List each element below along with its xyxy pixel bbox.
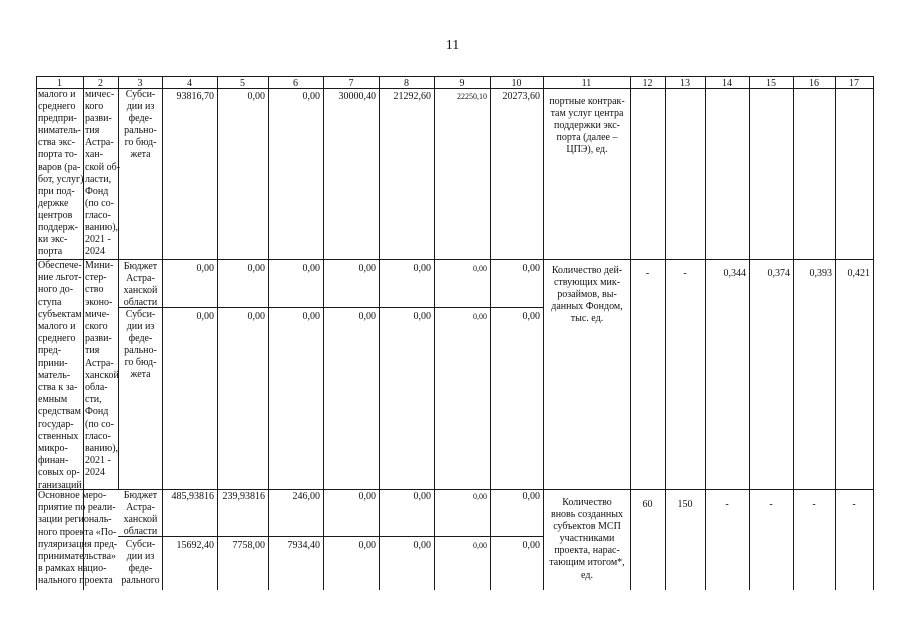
row-c-value-federal: 0,00: [358, 540, 376, 551]
row-b-value-regional: 0,00: [522, 263, 540, 274]
row-c-value-regional: 239,93816: [222, 491, 265, 502]
row-c-target: 60: [642, 499, 653, 510]
table-rule-v: [490, 76, 491, 590]
table-rule-v: [873, 76, 874, 590]
row-b-indicator: Количество дей- ствующих мик- розаймов, вы- данных Фондом, тыс. ед.: [551, 265, 623, 325]
row-c-value-regional: 246,00: [292, 491, 320, 502]
row-c-value-federal: 7758,00: [232, 540, 265, 551]
row-a-value: 0,00: [247, 91, 265, 102]
row-c-source-regional: Бюджет Астра- ханской области: [123, 490, 158, 538]
row-b-source-regional: Бюджет Астра- ханской области: [123, 261, 158, 309]
column-number: 17: [849, 78, 859, 89]
row-c-source-federal: Субси- дии из феде- рального: [121, 539, 160, 587]
row-b-value-regional: 0,00: [302, 263, 320, 274]
column-number: 11: [581, 78, 592, 89]
table-rule-v: [749, 76, 750, 590]
column-number: 13: [680, 78, 690, 89]
row-c-target: -: [769, 499, 773, 510]
row-b-value-federal: 0,00: [358, 311, 376, 322]
row-c-description: Основное меро- приятие по реали- зации региональ- ного проекта «По- пуляризация пред- принимательства» в рамках нацио- нального проекта: [38, 490, 118, 587]
row-c-value-regional: 0,00: [473, 492, 487, 501]
row-c-value-federal: 0,00: [522, 540, 540, 551]
table-rule-v: [434, 76, 435, 590]
row-b-value-federal: 0,00: [302, 311, 320, 322]
table-rule-v: [630, 76, 631, 590]
row-b-value-federal: 0,00: [247, 311, 265, 322]
row-c-indicator: Количество вновь созданных субъектов МСП участниками проекта, нарас- тающим итогом*, ед.: [549, 497, 625, 581]
row-c-target: 150: [677, 499, 693, 510]
column-number: 1: [57, 78, 62, 89]
row-b-value-regional: 0,00: [413, 263, 431, 274]
row-b-target: 0,374: [767, 268, 790, 279]
row-b-target: 0,393: [809, 268, 832, 279]
row-b-target: -: [645, 268, 650, 279]
column-number: 14: [722, 78, 732, 89]
column-number: 9: [459, 78, 465, 89]
source-divider: [118, 536, 544, 537]
row-b-value-regional: 0,00: [196, 263, 214, 274]
row-b-value-federal: 0,00: [413, 311, 431, 322]
row-b-value-regional: 0,00: [247, 263, 265, 274]
row-a-value: 0,00: [302, 91, 320, 102]
row-c-target: -: [725, 499, 729, 510]
row-c-value-regional: 0,00: [522, 491, 540, 502]
row-a-value: 22250,10: [457, 92, 487, 101]
row-c-value-regional: 485,93816: [171, 491, 214, 502]
row-c-value-federal: 7934,40: [287, 540, 320, 551]
row-b-value-federal: 0,00: [522, 311, 540, 322]
column-number: 15: [766, 78, 776, 89]
table-rule-v: [543, 76, 544, 590]
table-rule-v: [379, 76, 380, 590]
page-number: 11: [445, 38, 460, 53]
row-b-value-regional: 0,00: [358, 263, 376, 274]
table-rule-v: [162, 76, 163, 590]
table-rule-v: [793, 76, 794, 590]
column-number: 16: [809, 78, 819, 89]
row-a-executor: мичес- кого разви- тия Астра- хан- ской об- ласти, Фонд (по со- гласо- ванию), 2021 - 2024: [85, 89, 121, 258]
row-c-value-federal: 0,00: [473, 541, 487, 550]
column-number: 3: [137, 78, 143, 89]
table-rule-v: [705, 76, 706, 590]
row-c-value-federal: 15692,40: [176, 540, 214, 551]
row-b-value-regional: 0,00: [473, 264, 487, 273]
column-number: 6: [293, 78, 298, 89]
source-divider: [118, 307, 544, 308]
table-rule-v: [268, 76, 269, 590]
column-number: 7: [348, 78, 354, 89]
row-a-value: 93816,70: [176, 91, 214, 102]
column-number: 8: [404, 78, 409, 89]
row-b-executor: Мини- стер- ство эконо- миче- ского разви- тия Астра- ханской обла- сти, Фонд (по со- гласо- ванию), 2021 - 2024: [85, 260, 119, 479]
row-a-indicator: портные контрак- там услуг центра поддержки экс- порта (далее – ЦПЭ), ед.: [549, 96, 625, 156]
row-c-target: -: [852, 499, 856, 510]
row-b-target: 0,344: [723, 268, 746, 279]
row-a-value: 21292,60: [393, 91, 431, 102]
row-b-value-federal: 0,00: [473, 312, 487, 321]
row-a-description: малого и среднего предпри- ниматель- ства экс- порта то- варов (ра- бот, услуг) при под- держке центров поддерж- ки экс- порта: [38, 89, 84, 258]
row-b-value-federal: 0,00: [196, 311, 214, 322]
column-number: 4: [187, 78, 192, 89]
row-c-value-regional: 0,00: [358, 491, 376, 502]
table-rule-v: [217, 76, 218, 590]
row-b-description: Обеспече- ние льгот- ного до- ступа субъектам малого и среднего пред- прини- матель- ства к за- емным средствам государ- ственных микро- финан- совых ор- ганизаций: [38, 260, 82, 491]
row-b-target: -: [683, 268, 687, 279]
table-rule-v: [665, 76, 666, 590]
row-a-value: 30000,40: [338, 91, 376, 102]
row-b-target: 0,421: [847, 268, 870, 279]
row-c-value-regional: 0,00: [413, 491, 431, 502]
table-rule-v: [36, 76, 37, 590]
row-c-target: -: [812, 499, 816, 510]
row-a-source: Субси- дии из феде- рально- го бюд- жета: [124, 89, 157, 161]
row-c-value-federal: 0,00: [413, 540, 431, 551]
column-number: 12: [642, 78, 653, 89]
row-a-value: 20273,60: [502, 91, 540, 102]
table-rule-v: [323, 76, 324, 590]
column-number: 5: [240, 78, 245, 89]
table-rule-v: [835, 76, 836, 590]
column-number: 10: [511, 78, 522, 89]
column-number: 2: [98, 78, 103, 89]
row-b-source-federal: Субси- дии из феде- рально- го бюд- жета: [124, 309, 157, 381]
